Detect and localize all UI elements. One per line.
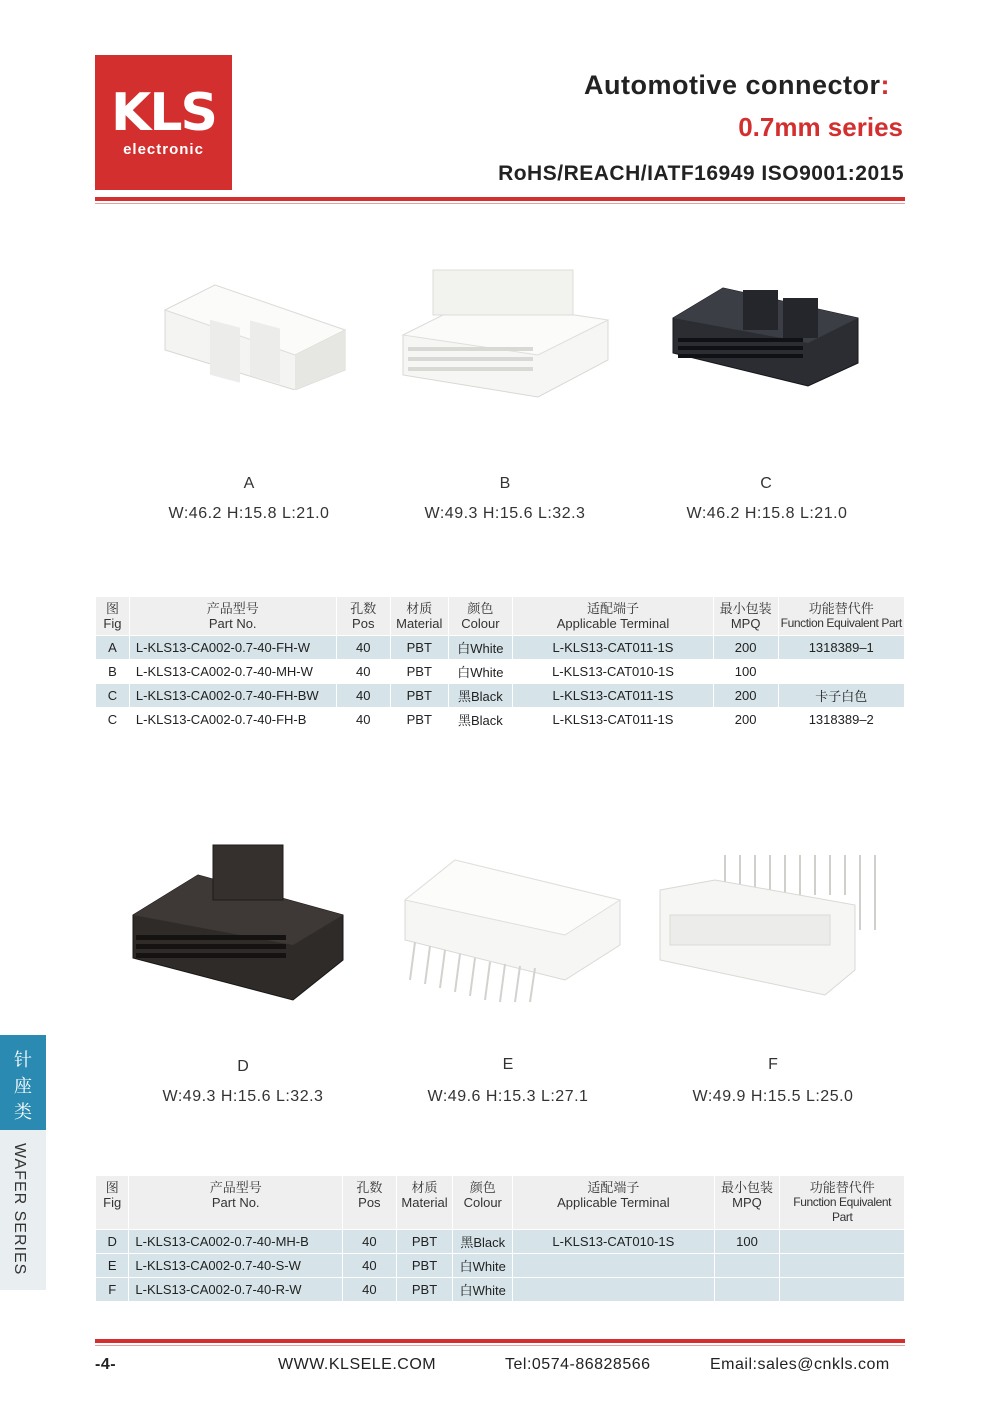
cell-terminal: L-KLS13-CAT010-1S [513, 1230, 714, 1253]
table-header-row [96, 1176, 904, 1229]
cell-terminal [513, 1254, 714, 1277]
cell-terminal: L-KLS13-CAT011-1S [513, 684, 712, 707]
cell-colour: 白White [449, 660, 513, 683]
cell-mpq [715, 1254, 780, 1277]
cell-mpq: 200 [714, 636, 778, 659]
header-terminal: 适配端子 Applicable Terminal [513, 1176, 714, 1229]
fig-label-f: F [768, 1056, 778, 1073]
cell-pos: 40 [343, 1254, 396, 1277]
fig-label-a: A [243, 475, 255, 492]
table-row [96, 636, 904, 659]
cell-pos: 40 [337, 660, 390, 683]
cell-part-no: L-KLS13-CA002-0.7-40-MH-B [129, 1230, 342, 1253]
spec-table-2 [95, 1175, 905, 1302]
product-image-e [395, 850, 625, 1005]
header-colour: 颜色 Colour [453, 1176, 512, 1229]
dims-c: W:46.2 H:15.8 L:21.0 [686, 505, 848, 522]
cell-equivalent [779, 660, 905, 683]
product-image-b [398, 265, 613, 400]
header-material: 材质 Material [397, 1176, 453, 1229]
cell-fig: E [96, 1254, 128, 1277]
table-row [96, 684, 904, 707]
cell-mpq: 100 [714, 660, 778, 683]
cell-colour: 白White [453, 1278, 512, 1301]
side-category-tab [0, 1035, 46, 1290]
cell-fig: A [96, 636, 129, 659]
fig-label-b: B [499, 475, 511, 492]
series-title: 0.7mm series [738, 112, 903, 142]
header-fig: 图 Fig [96, 597, 129, 635]
footer-email-link[interactable]: Email:sales@cnkls.com [710, 1356, 890, 1373]
cell-equivalent: 卡子白色 [779, 684, 905, 707]
cell-material: PBT [397, 1278, 453, 1301]
cell-equivalent [780, 1230, 904, 1253]
table-row [96, 1278, 904, 1301]
cell-mpq: 200 [714, 684, 778, 707]
header-pos: 孔数 Pos [337, 597, 390, 635]
footer-divider-thin [95, 1345, 905, 1346]
cell-equivalent [780, 1278, 904, 1301]
cell-fig: D [96, 1230, 128, 1253]
header-mpq: 最小包装 MPQ [714, 597, 778, 635]
cell-part-no: L-KLS13-CA002-0.7-40-R-W [129, 1278, 342, 1301]
footer-telephone: Tel:0574-86828566 [505, 1356, 651, 1373]
cell-pos: 40 [337, 708, 390, 731]
header-divider [95, 197, 905, 201]
cell-part-no: L-KLS13-CA002-0.7-40-FH-W [130, 636, 336, 659]
cell-fig: C [96, 684, 129, 707]
header-equivalent: 功能替代件 Function Equivalent Part [779, 597, 905, 635]
dims-b: W:49.3 H:15.6 L:32.3 [424, 505, 586, 522]
side-tab-english: WAFER SERIES [11, 1143, 28, 1276]
table-row [96, 660, 904, 683]
table-row [96, 708, 904, 731]
logo-subtitle: electronic [123, 141, 204, 158]
cell-pos: 40 [343, 1230, 396, 1253]
header-terminal: 适配端子 Applicable Terminal [513, 597, 712, 635]
cell-colour: 黑Black [449, 708, 513, 731]
cell-fig: F [96, 1278, 128, 1301]
page-title-colon: : [880, 70, 890, 100]
cell-fig: B [96, 660, 129, 683]
logo-brand: KLS [111, 83, 216, 143]
cell-colour: 黑Black [453, 1230, 512, 1253]
dims-e: W:49.6 H:15.3 L:27.1 [427, 1088, 589, 1105]
cell-material: PBT [397, 1230, 453, 1253]
cell-mpq: 200 [714, 708, 778, 731]
header-pos: 孔数 Pos [343, 1176, 396, 1229]
table-header-row [96, 597, 904, 635]
product-image-d [128, 840, 350, 1005]
cell-terminal: L-KLS13-CAT010-1S [513, 660, 712, 683]
cell-colour: 白White [449, 636, 513, 659]
page-number: -4- [95, 1356, 117, 1373]
cell-terminal [513, 1278, 714, 1301]
kls-logo [95, 55, 232, 190]
product-image-a [155, 270, 355, 390]
cell-material: PBT [391, 684, 448, 707]
page-title-text: Automotive connector [583, 70, 881, 100]
table-row [96, 1230, 904, 1253]
cell-equivalent [780, 1254, 904, 1277]
footer-divider [95, 1339, 905, 1343]
cell-part-no: L-KLS13-CA002-0.7-40-S-W [129, 1254, 342, 1277]
cell-pos: 40 [343, 1278, 396, 1301]
fig-label-d: D [237, 1058, 249, 1075]
table-row [96, 1254, 904, 1277]
product-image-c [668, 268, 863, 388]
cell-pos: 40 [337, 684, 390, 707]
page-title [584, 70, 890, 101]
cell-mpq: 100 [715, 1230, 780, 1253]
header-part-no: 产品型号 Part No. [129, 1176, 342, 1229]
spec-table-1 [95, 596, 905, 732]
cell-colour: 白White [453, 1254, 512, 1277]
cell-equivalent: 1318389–2 [779, 708, 905, 731]
dims-d: W:49.3 H:15.6 L:32.3 [162, 1088, 324, 1105]
cell-terminal: L-KLS13-CAT011-1S [513, 708, 712, 731]
cell-equivalent: 1318389–1 [779, 636, 905, 659]
cell-colour: 黑Black [449, 684, 513, 707]
cell-fig: C [96, 708, 129, 731]
cell-mpq [715, 1278, 780, 1301]
side-tab-chinese: 针 座 类 [0, 1035, 46, 1130]
cell-part-no: L-KLS13-CA002-0.7-40-FH-B [130, 708, 336, 731]
header-fig: 图 Fig [96, 1176, 128, 1229]
header-divider-thin [95, 203, 905, 204]
certification-line: RoHS/REACH/IATF16949 ISO9001:2015 [498, 162, 904, 185]
header-equivalent: 功能替代件 Function Equivalent Part [780, 1176, 904, 1229]
cell-material: PBT [391, 708, 448, 731]
cell-material: PBT [391, 660, 448, 683]
footer-website-link[interactable]: WWW.KLSELE.COM [278, 1356, 437, 1373]
cell-terminal: L-KLS13-CAT011-1S [513, 636, 712, 659]
header-part-no: 产品型号 Part No. [130, 597, 336, 635]
cell-material: PBT [397, 1254, 453, 1277]
cell-part-no: L-KLS13-CA002-0.7-40-FH-BW [130, 684, 336, 707]
fig-label-c: C [760, 475, 772, 492]
header-colour: 颜色 Colour [449, 597, 513, 635]
fig-label-e: E [502, 1056, 514, 1073]
product-image-f [655, 850, 890, 1010]
dims-a: W:46.2 H:15.8 L:21.0 [168, 505, 330, 522]
cell-part-no: L-KLS13-CA002-0.7-40-MH-W [130, 660, 336, 683]
cell-material: PBT [391, 636, 448, 659]
header-material: 材质 Material [391, 597, 448, 635]
cell-pos: 40 [337, 636, 390, 659]
dims-f: W:49.9 H:15.5 L:25.0 [692, 1088, 854, 1105]
header-mpq: 最小包装 MPQ [715, 1176, 780, 1229]
